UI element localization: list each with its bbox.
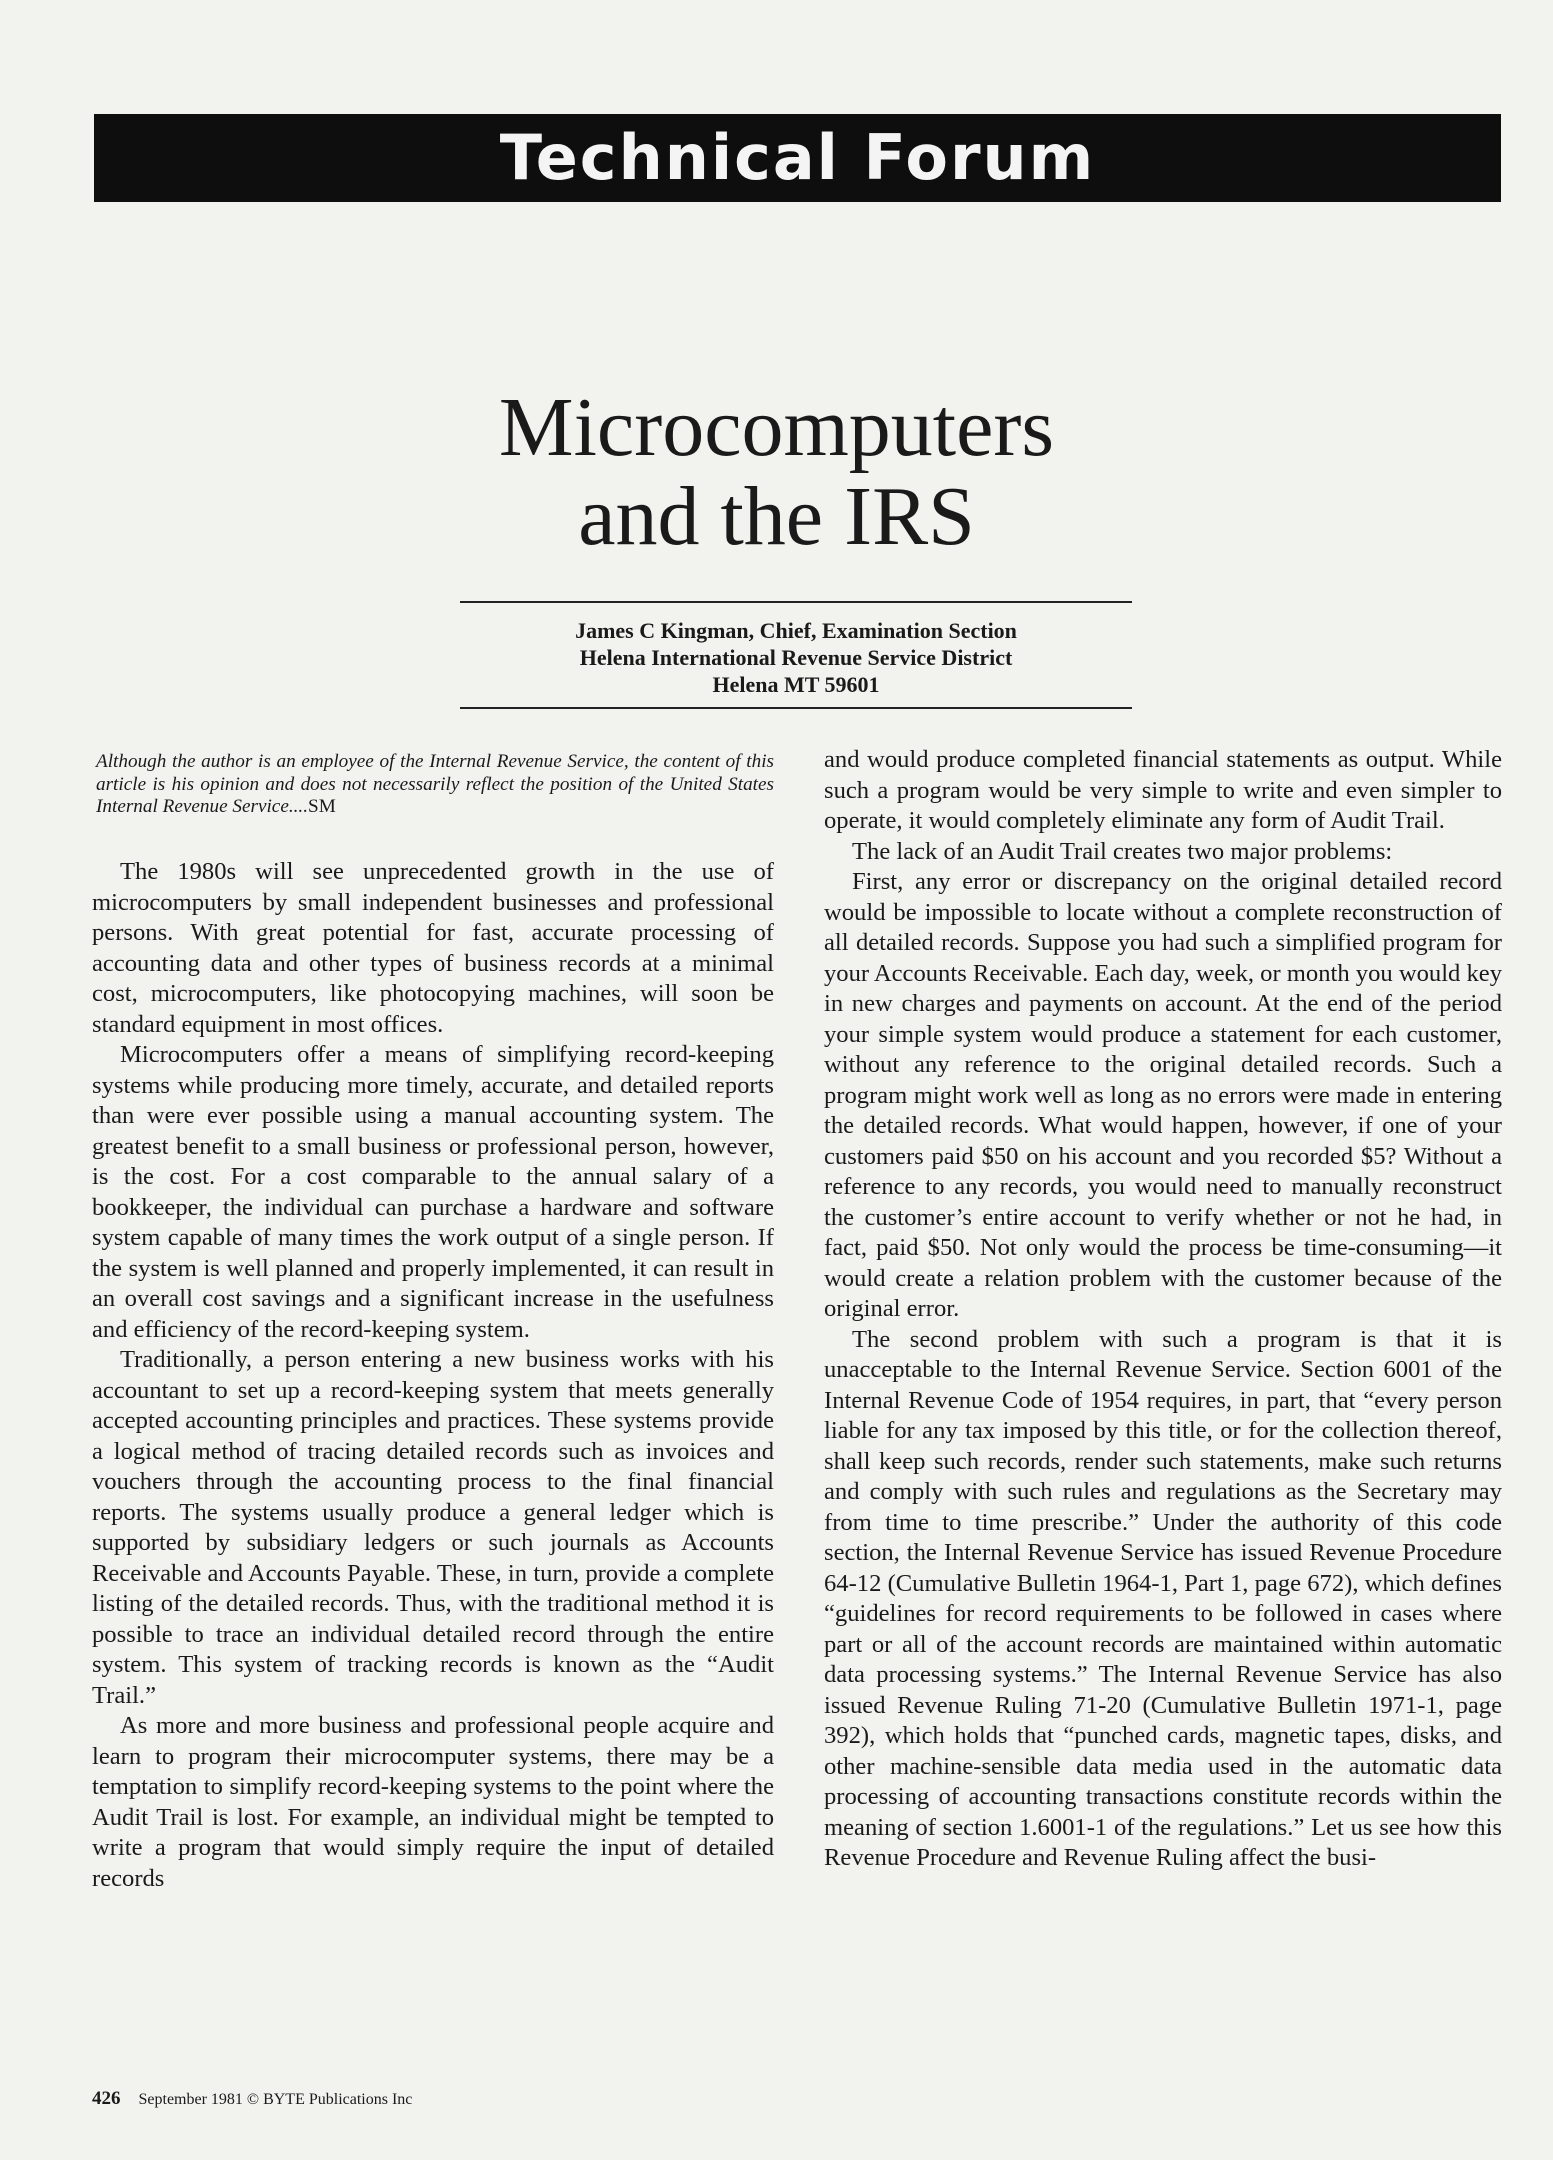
section-banner-text: Technical Forum	[499, 121, 1096, 194]
right-column	[824, 745, 1502, 1874]
disclaimer-text: Although the author is an employee of the Internal Revenue Service, the content of this article is his opinion and does not necessarily reflect the position of the United States Internal Revenue Service....	[96, 751, 774, 817]
body-paragraph: First, any error or discrepancy on the original detailed record would be impossible to locate without a complete reconstruction of all detailed records. Suppose you had such a simplified program for your Accounts Receivable. Each day, week, or month you would key in new charges and payments on account. At the end of the period your simple system would produce a statement for each customer, without any reference to the original detailed records. Such a program might work well as long as no errors were made in entering the detailed records. What would happen, however, if one of your customers paid $50 on his account and you recorded $5? Without a reference to any records, you would need to manually reconstruct the customer’s entire account to verify whether or not he had, in fact, paid $50. Not only would the process be time-consuming—it would create a relation problem with the customer because of the original error.	[824, 868, 1502, 1322]
byline-line1: James C Kingman, Chief, Examination Section	[575, 618, 1017, 643]
body-paragraph: and would produce completed financial statements as output. While such a program would be very simple to write and even simpler to operate, it would completely eliminate any form of Audit Trail.	[824, 746, 1502, 834]
page-footer	[92, 2088, 412, 2110]
left-column	[92, 857, 774, 1894]
body-paragraph: The 1980s will see unprecedented growth in the use of microcomputers by small independent businesses and professional persons. With great potential for fast, accurate processing of accounting data and other types of business records at a minimal cost, microcomputers, like photocopying machines, will soon be standard equipment in most offices.	[92, 858, 774, 1038]
body-paragraph: As more and more business and professional people acquire and learn to program their microcomputer systems, there may be a temptation to simplify record-keeping systems to the point where the Audit Trail is lost. For example, an individual might be tempted to write a program that would simply require the input of detailed records	[92, 1712, 774, 1892]
body-paragraph: Traditionally, a person entering a new business works with his accountant to set up a record-keeping system that meets generally accepted accounting principles and practices. These systems provide a logical method of tracing detailed records such as invoices and vouchers through the accounting process to the final financial reports. The systems usually produce a general ledger which is supported by subsidiary ledgers or such journals as Accounts Receivable and Accounts Payable. These, in turn, provide a complete listing of the detailed records. Thus, with the traditional method it is possible to trace an individual detailed record through the entire system. This system of tracking records is known as the “Audit Trail.”	[92, 1346, 774, 1709]
editor-disclaimer	[96, 751, 774, 819]
article-title-line2: and the IRS	[578, 470, 975, 564]
page-number: 426	[92, 2088, 121, 2109]
byline-line2: Helena International Revenue Service District	[579, 645, 1013, 670]
section-banner	[94, 114, 1501, 202]
byline-bottom-rule	[460, 707, 1132, 709]
disclaimer-initials: SM	[308, 796, 336, 817]
author-byline	[460, 617, 1132, 698]
byline-line3: Helena MT 59601	[712, 672, 880, 697]
body-paragraph: The lack of an Audit Trail creates two major problems:	[852, 837, 1393, 865]
publication-line: September 1981 © BYTE Publications Inc	[138, 2091, 413, 2108]
article-title-line1: Microcomputers	[498, 381, 1055, 474]
byline-top-rule	[460, 601, 1132, 603]
article-title	[0, 381, 1553, 564]
body-paragraph: The second problem with such a program is that it is unacceptable to the Internal Revenue Service. Section 6001 of the Internal Revenue Code of 1954 requires, in part, that “every person liable for any tax imposed by this title, or for the collection thereof, shall keep such records, render such statements, make such returns and comply with such rules and regulations as the Secretary may from time to time prescribe.” Under the authority of this code section, the Internal Revenue Service has issued Revenue Procedure 64-12 (Cumulative Bulletin 1964-1, Part 1, page 672), which defines “guidelines for record requirements to be followed in cases where part or all of the account records are maintained within automatic data processing systems.” The Internal Revenue Service has also issued Revenue Ruling 71-20 (Cumulative Bulletin 1971-1, page 392), which holds that “punched cards, magnetic tapes, disks, and other machine-sensible data media used in the automatic data processing of accounting transactions constitute records within the meaning of section 1.6001-1 of the regulations.” Let us see how this Revenue Procedure and Revenue Ruling affect the busi-	[824, 1325, 1502, 1871]
body-paragraph: Microcomputers offer a means of simplifying record-keeping systems while producing more timely, accurate, and detailed reports than were ever possible using a manual accounting system. The greatest benefit to a small business or professional person, however, is the cost. For a cost comparable to the annual salary of a bookkeeper, the individual can purchase a hardware and software system capable of many times the work output of a single person. If the system is well planned and properly implemented, it can result in an overall cost savings and a significant increase in the usefulness and efficiency of the record-keeping system.	[92, 1041, 774, 1343]
